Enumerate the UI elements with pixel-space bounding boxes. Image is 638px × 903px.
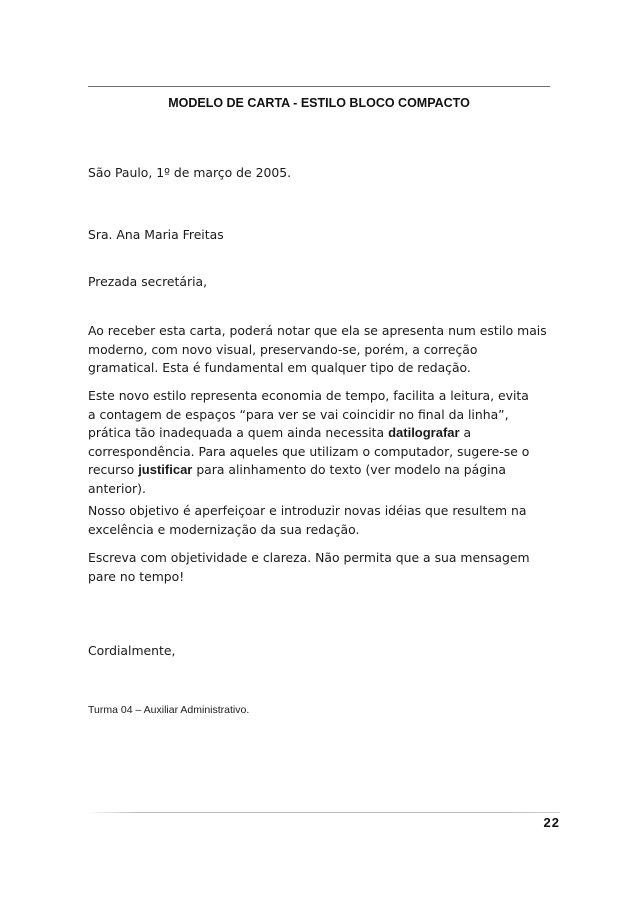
letter-paragraph-3 [88,502,563,539]
paragraph-line [88,461,563,480]
text-segment: a [459,425,472,440]
letter-date: São Paulo, 1º de março de 2005. [88,165,292,180]
paragraph-line: Escreva com objetividade e clareza. Não permita que a sua mensagem [88,550,530,565]
letter-recipient: Sra. Ana Maria Freitas [88,227,224,242]
bold-term-datilografar: datilografar [388,425,460,440]
letter-closing: Cordialmente, [88,643,176,658]
paragraph-line: moderno, com novo visual, preservando-se, porém, a correção [88,341,478,357]
paragraph-line: Este novo estilo representa economia de tempo, facilita a leitura, evita [88,388,529,403]
header-divider [88,86,550,87]
paragraph-line: a contagem de espaços “para ver se vai coincidir no final da linha”, [88,406,509,422]
letter-signature: Turma 04 – Auxiliar Administrativo. [88,704,250,716]
letter-paragraph-4 [88,549,563,586]
paragraph-line [88,424,563,443]
paragraph-line: anterior). [88,480,146,496]
footer-divider [88,812,560,813]
paragraph-line: Ao receber esta carta, poderá notar que ela se apresenta num estilo mais [88,323,547,338]
letter-paragraph-2 [88,387,563,498]
paragraph-line: pare no tempo! [88,568,185,584]
paragraph-line: correspondência. Para aqueles que utilizam o computador, sugere-se o [88,443,530,459]
paragraph-line: gramatical. Esta é fundamental em qualquer tipo de redação. [88,360,471,375]
bold-term-justificar: justificar [138,462,193,477]
page-title: MODELO DE CARTA - ESTILO BLOCO COMPACTO [168,96,470,110]
paragraph-line: Nosso objetivo é aperfeiçoar e introduzir novas idéias que resultem na [88,503,527,518]
text-segment: recurso [88,462,139,477]
text-segment: para alinhamento do texto (ver modelo na página [192,462,506,477]
text-segment: prática tão inadequada a quem ainda necessita [88,425,389,440]
page-number: 22 [543,815,560,830]
letter-paragraph-1 [88,322,563,378]
letter-salutation: Prezada secretária, [88,274,208,289]
paragraph-line: excelência e modernização da sua redação. [88,521,360,537]
